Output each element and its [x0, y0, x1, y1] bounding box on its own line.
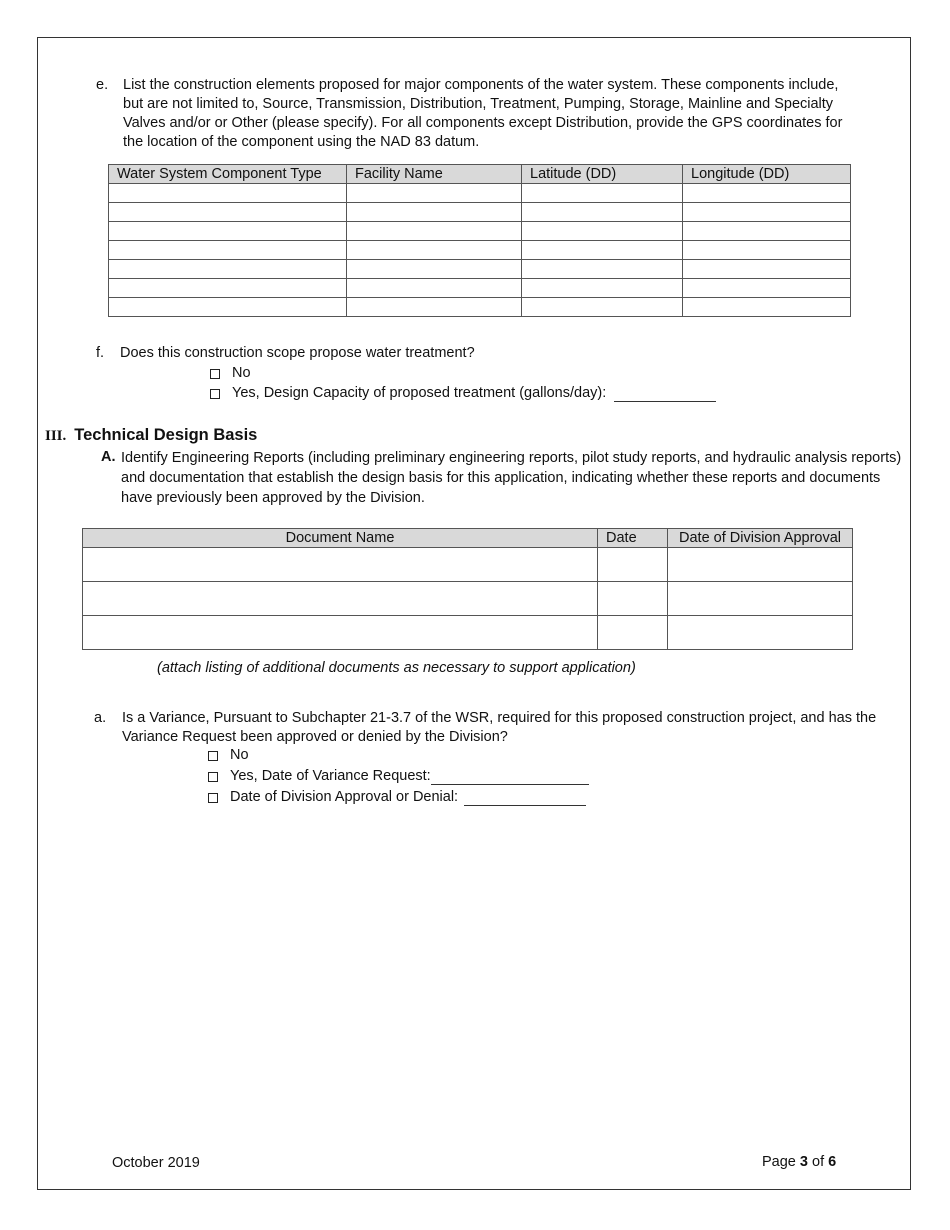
components-table-row-cell[interactable] [347, 184, 522, 203]
components-table-row [109, 241, 851, 260]
treatment-yes-label: Yes, Design Capacity of proposed treatment (gallons/day): [232, 385, 607, 401]
division-decision-date-field[interactable] [464, 790, 586, 806]
documents-table-row-cell[interactable] [598, 616, 668, 650]
documents-table-row [83, 582, 853, 616]
section-iii-numeral: III. [45, 428, 67, 444]
components-table-row [109, 184, 851, 203]
documents-table-row-cell[interactable] [83, 582, 598, 616]
components-table-row-cell[interactable] [522, 260, 683, 279]
variance-approval-checkbox[interactable] [208, 793, 218, 803]
column-header-latitude: Latitude (DD) [522, 165, 683, 184]
components-table-row-cell[interactable] [109, 184, 347, 203]
components-table-row-cell[interactable] [109, 260, 347, 279]
variance-item-marker: a. [94, 710, 107, 726]
components-table [108, 164, 851, 317]
variance-approval-label: Date of Division Approval or Denial: [230, 789, 459, 805]
documents-table-row [83, 616, 853, 650]
item-a-marker: A. [101, 449, 116, 465]
variance-request-date-field[interactable] [431, 769, 589, 785]
page-current: 3 [799, 1154, 808, 1170]
item-e-text: List the construction elements proposed for major components of the water system. These components include, but are not limited to, Source, Transmission, Distribution, Treatment, Pumping, Storage, Mainline and Specialty Valves and/or or Other (please specify). For all components except Distribution, provide the GPS coordinates for the location of the component using the NAD 83 datum. [123, 77, 843, 150]
variance-yes-option[interactable] [208, 767, 589, 786]
variance-no-checkbox[interactable] [208, 751, 218, 761]
item-e-marker: e. [96, 77, 109, 93]
documents-table-row-cell[interactable] [668, 582, 853, 616]
treatment-no-checkbox[interactable] [210, 369, 220, 379]
page-label: Page [762, 1154, 796, 1170]
column-header-longitude: Longitude (DD) [683, 165, 851, 184]
treatment-yes-option[interactable] [210, 384, 716, 403]
column-header-division-approval: Date of Division Approval [668, 529, 853, 548]
components-table-row-cell[interactable] [109, 279, 347, 298]
components-table-row-cell[interactable] [683, 203, 851, 222]
components-table-row-cell[interactable] [109, 241, 347, 260]
column-header-facility-name: Facility Name [347, 165, 522, 184]
documents-table-row-cell[interactable] [668, 548, 853, 582]
components-table-row-cell[interactable] [347, 222, 522, 241]
documents-table-row-cell[interactable] [83, 548, 598, 582]
components-table-row-cell[interactable] [347, 279, 522, 298]
components-table-row-cell[interactable] [109, 298, 347, 317]
components-table-row [109, 222, 851, 241]
treatment-no-option[interactable] [210, 364, 251, 383]
components-table-row-cell[interactable] [347, 241, 522, 260]
components-table-row-cell[interactable] [522, 203, 683, 222]
documents-table-row-cell[interactable] [668, 616, 853, 650]
documents-table [82, 528, 853, 650]
components-table-row-cell[interactable] [347, 203, 522, 222]
components-table-row-cell[interactable] [522, 184, 683, 203]
components-table-row [109, 260, 851, 279]
variance-no-label: No [230, 747, 249, 763]
components-table-row-cell[interactable] [522, 279, 683, 298]
documents-table-row [83, 548, 853, 582]
components-table-row-cell[interactable] [683, 279, 851, 298]
section-iii-title: Technical Design Basis [74, 426, 258, 444]
page-total: 6 [828, 1154, 837, 1170]
variance-yes-checkbox[interactable] [208, 772, 218, 782]
variance-yes-label: Yes, Date of Variance Request: [230, 768, 431, 784]
documents-table-row-cell[interactable] [83, 616, 598, 650]
components-table-row-cell[interactable] [683, 260, 851, 279]
attach-note: (attach listing of additional documents as necessary to support application) [157, 660, 636, 676]
components-table-row-cell[interactable] [109, 203, 347, 222]
page-number [762, 1154, 836, 1170]
item-f-question: Does this construction scope propose water treatment? [120, 345, 475, 361]
variance-question: Is a Variance, Pursuant to Subchapter 21-3.7 of the WSR, required for this proposed construction project, and has the Variance Request been approved or denied by the Division? [122, 710, 877, 745]
components-table-row-cell[interactable] [522, 241, 683, 260]
treatment-no-label: No [232, 365, 251, 381]
page-of: of [812, 1154, 825, 1170]
treatment-yes-checkbox[interactable] [210, 389, 220, 399]
column-header-component-type: Water System Component Type [109, 165, 347, 184]
variance-no-option[interactable] [208, 746, 249, 765]
components-table-row-cell[interactable] [683, 298, 851, 317]
column-header-date: Date [598, 529, 668, 548]
documents-table-row-cell[interactable] [598, 582, 668, 616]
components-table-row [109, 298, 851, 317]
components-table-row-cell[interactable] [683, 184, 851, 203]
components-table-row-cell[interactable] [109, 222, 347, 241]
components-table-row-cell[interactable] [347, 298, 522, 317]
documents-table-header [83, 529, 853, 548]
components-table-row-cell[interactable] [522, 298, 683, 317]
components-table-row-cell[interactable] [522, 222, 683, 241]
footer-date: October 2019 [112, 1155, 200, 1171]
components-table-header [109, 165, 851, 184]
components-table-row-cell[interactable] [683, 241, 851, 260]
components-table-row-cell[interactable] [683, 222, 851, 241]
column-header-document-name: Document Name [83, 529, 598, 548]
item-f-marker: f. [96, 345, 105, 361]
documents-table-row-cell[interactable] [598, 548, 668, 582]
design-capacity-field[interactable] [614, 386, 716, 402]
variance-approval-option[interactable] [208, 788, 586, 807]
components-table-row [109, 279, 851, 298]
components-table-row [109, 203, 851, 222]
section-iii-heading [45, 426, 257, 445]
item-a-text: Identify Engineering Reports (including preliminary engineering reports, pilot study reports, and hydraulic analysis reports) and documentation that establish the design basis for this application, indicating whether these reports and documents have previously been approved by the Division. [121, 450, 902, 506]
components-table-row-cell[interactable] [347, 260, 522, 279]
